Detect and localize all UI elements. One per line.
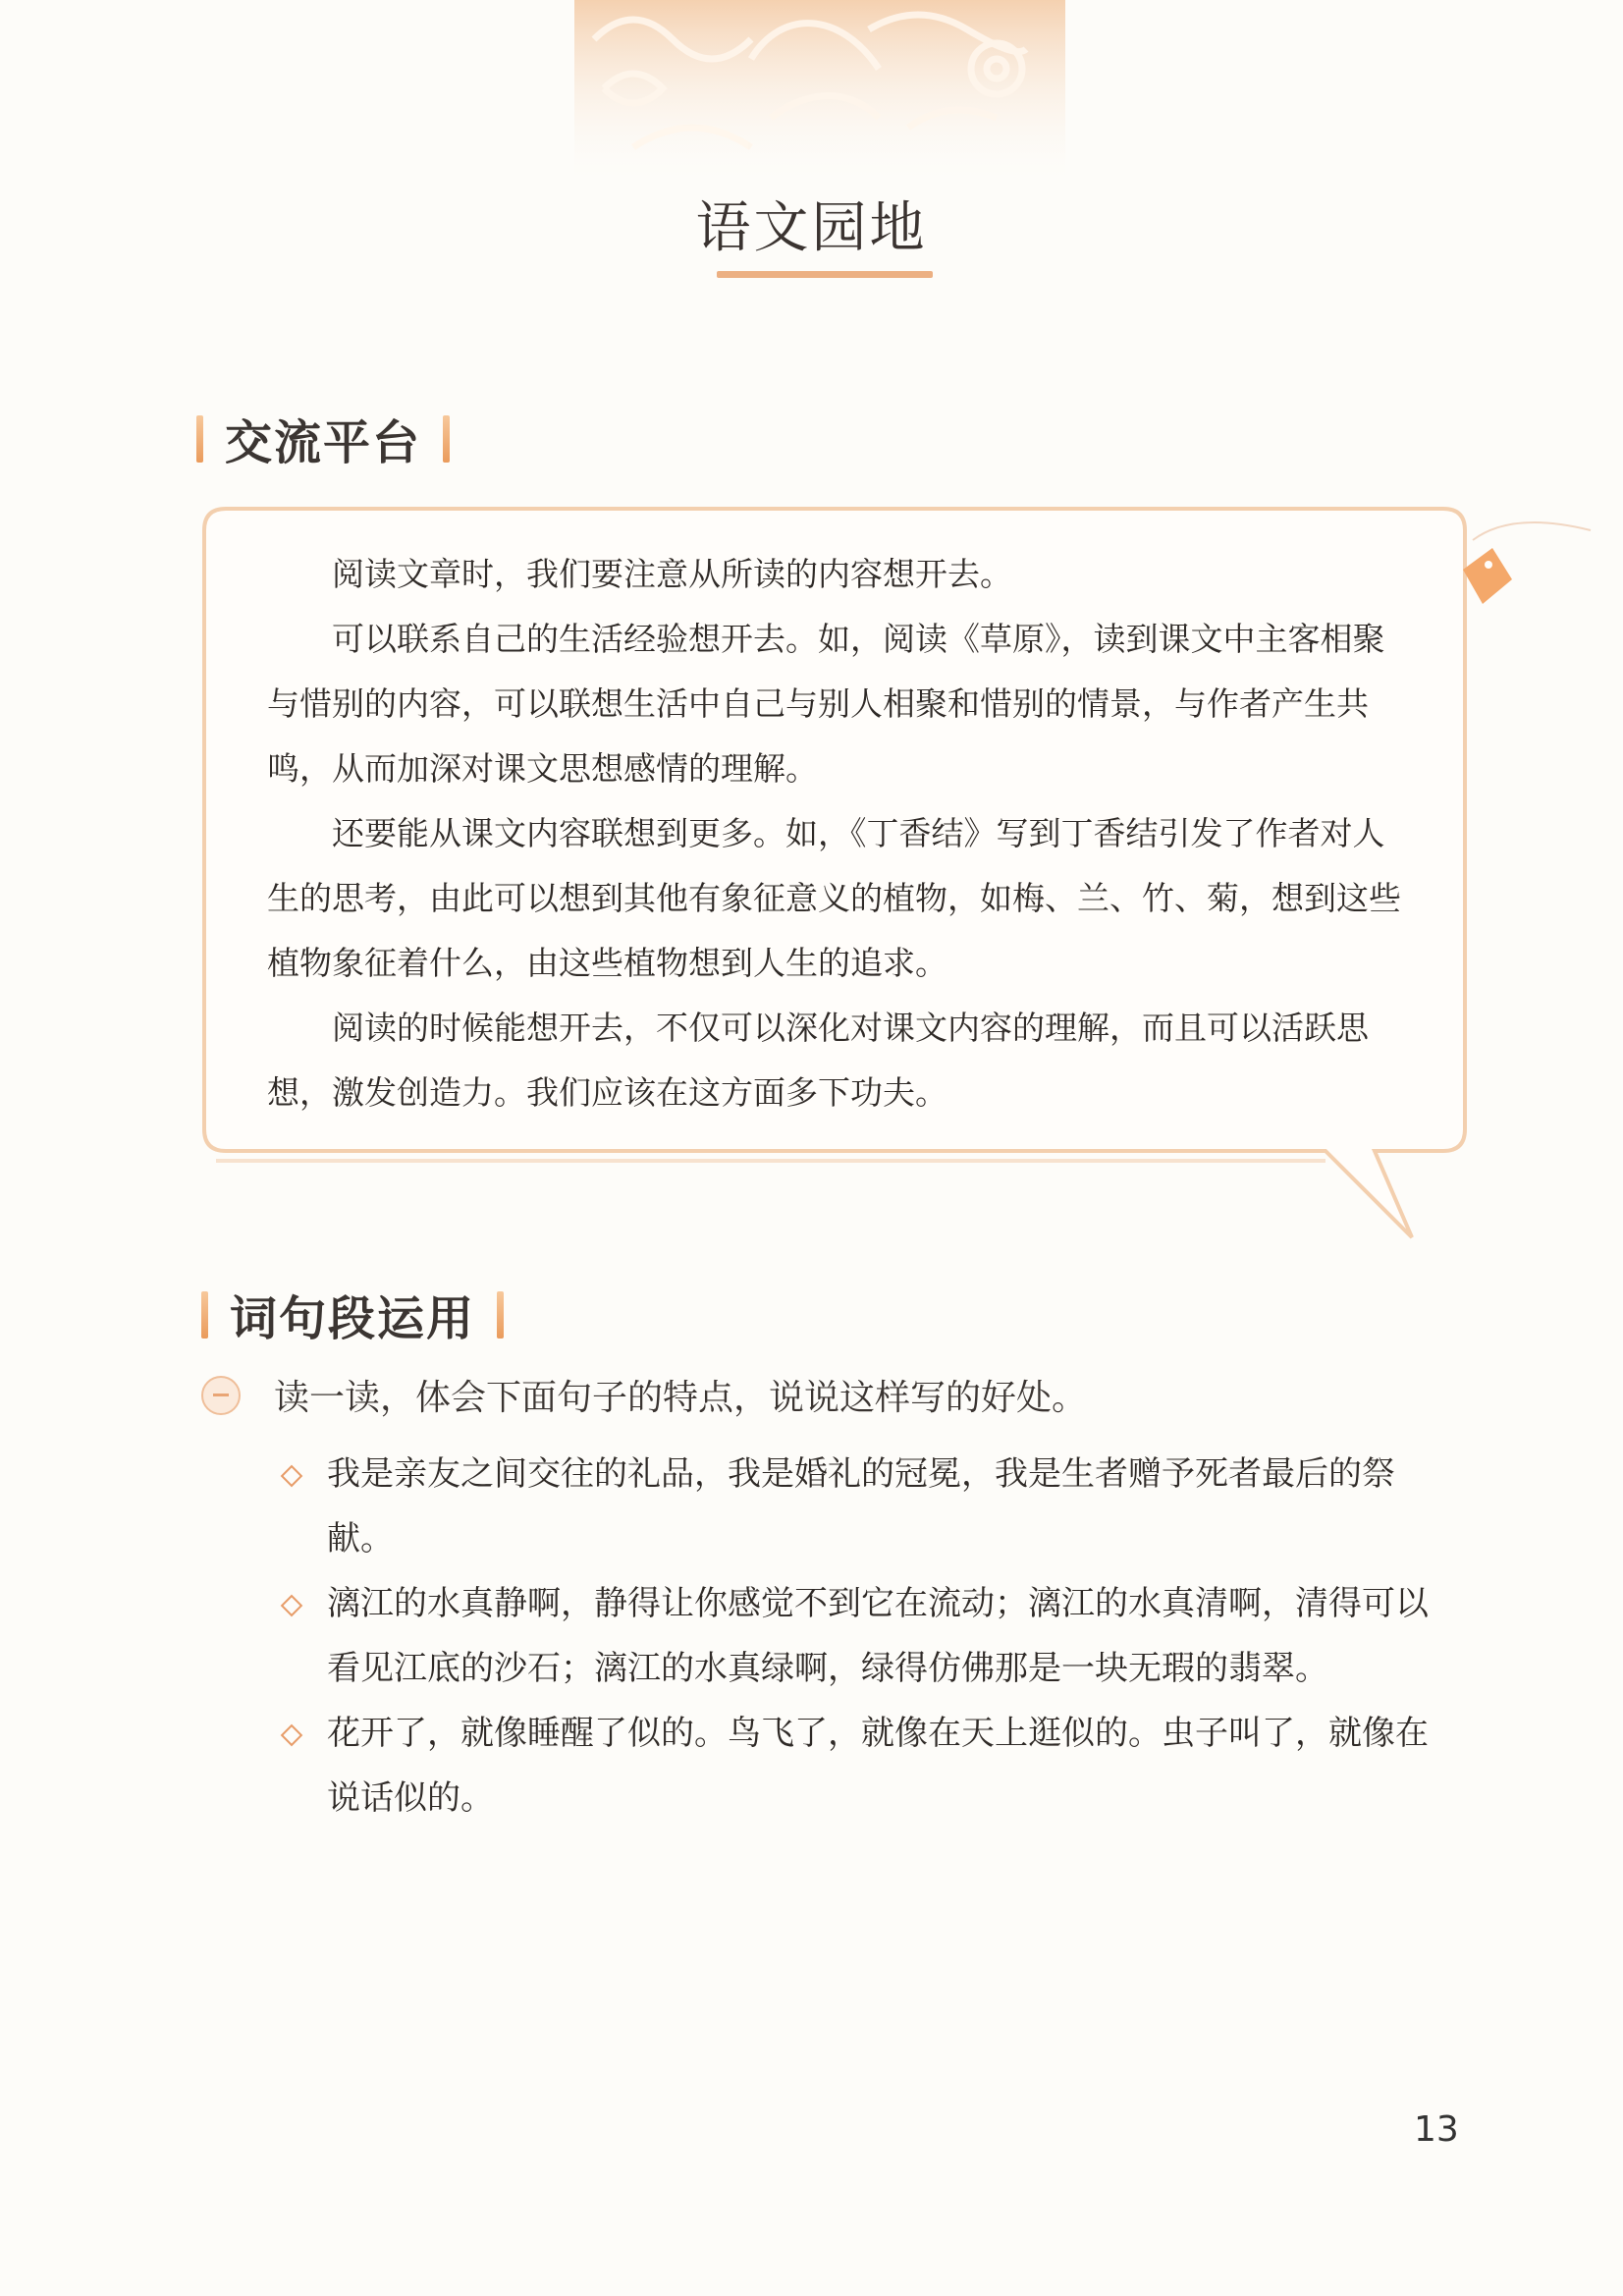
- example-text: 花开了，就像睡醒了似的。鸟飞了，就像在天上逛似的。虫子叫了，就像在说话似的。: [327, 1714, 1429, 1818]
- example-text: 我是亲友之间交往的礼品，我是婚礼的冠冕，我是生者赠予死者最后的祭献。: [327, 1454, 1395, 1558]
- example-text: 漓江的水真静啊，静得让你感觉不到它在流动；漓江的水真清啊，清得可以看见江底的沙石；漓江的水真绿啊，绿得仿佛那是一块无瑕的翡翠。: [327, 1584, 1429, 1688]
- exchange-heading-text: 交流平台: [225, 415, 422, 470]
- heading-bar-left: [196, 415, 203, 463]
- usage-heading-text: 词句段运用: [230, 1291, 476, 1346]
- example-item: [280, 1701, 1458, 1831]
- example-item: [280, 1571, 1458, 1701]
- exchange-paragraph: 还要能从课文内容联想到更多。如，《丁香结》写到丁香结引发了作者对人生的思考，由此可以想到其他有象征意义的植物，如梅、兰、竹、菊，想到这些植物象征着什么，由这些植物想到人生的追求。: [267, 814, 1401, 982]
- tag-icon: [1453, 511, 1600, 619]
- example-item: [280, 1442, 1458, 1571]
- exchange-paragraph: 阅读文章时，我们要注意从所读的内容想开去。: [332, 555, 1012, 593]
- page-number: 13: [1414, 2109, 1459, 2150]
- diamond-bullet-icon: [281, 1465, 303, 1488]
- page-title: 语文园地: [695, 196, 928, 260]
- exchange-heading: [196, 405, 450, 472]
- exchange-text: [267, 542, 1406, 1125]
- title-underline: [717, 271, 933, 278]
- example-list: [280, 1442, 1458, 1831]
- diamond-bullet-icon: [281, 1595, 303, 1617]
- exchange-bubble: [196, 501, 1473, 1161]
- usage-heading: [201, 1281, 504, 1348]
- heading-bar-right: [497, 1291, 504, 1339]
- instruction-text: 读一读，体会下面句子的特点，说说这样写的好处。: [274, 1378, 1088, 1418]
- heading-bar-left: [201, 1291, 208, 1339]
- heading-bar-right: [443, 415, 450, 463]
- exchange-paragraph: 可以联系自己的生活经验想开去。如，阅读《草原》，读到课文中主客相聚与惜别的内容，可以联想生活中自己与别人相聚和惜别的情景，与作者产生共鸣，从而加深对课文思想感情的理解。: [267, 620, 1385, 788]
- header-decoration: [574, 0, 1065, 187]
- exercise-circle-icon: [201, 1376, 241, 1415]
- usage-instruction: [201, 1370, 1087, 1420]
- diamond-bullet-icon: [281, 1724, 303, 1747]
- exchange-paragraph: 阅读的时候能想开去，不仅可以深化对课文内容的理解，而且可以活跃思想，激发创造力。我们应该在这方面多下功夫。: [267, 1009, 1369, 1112]
